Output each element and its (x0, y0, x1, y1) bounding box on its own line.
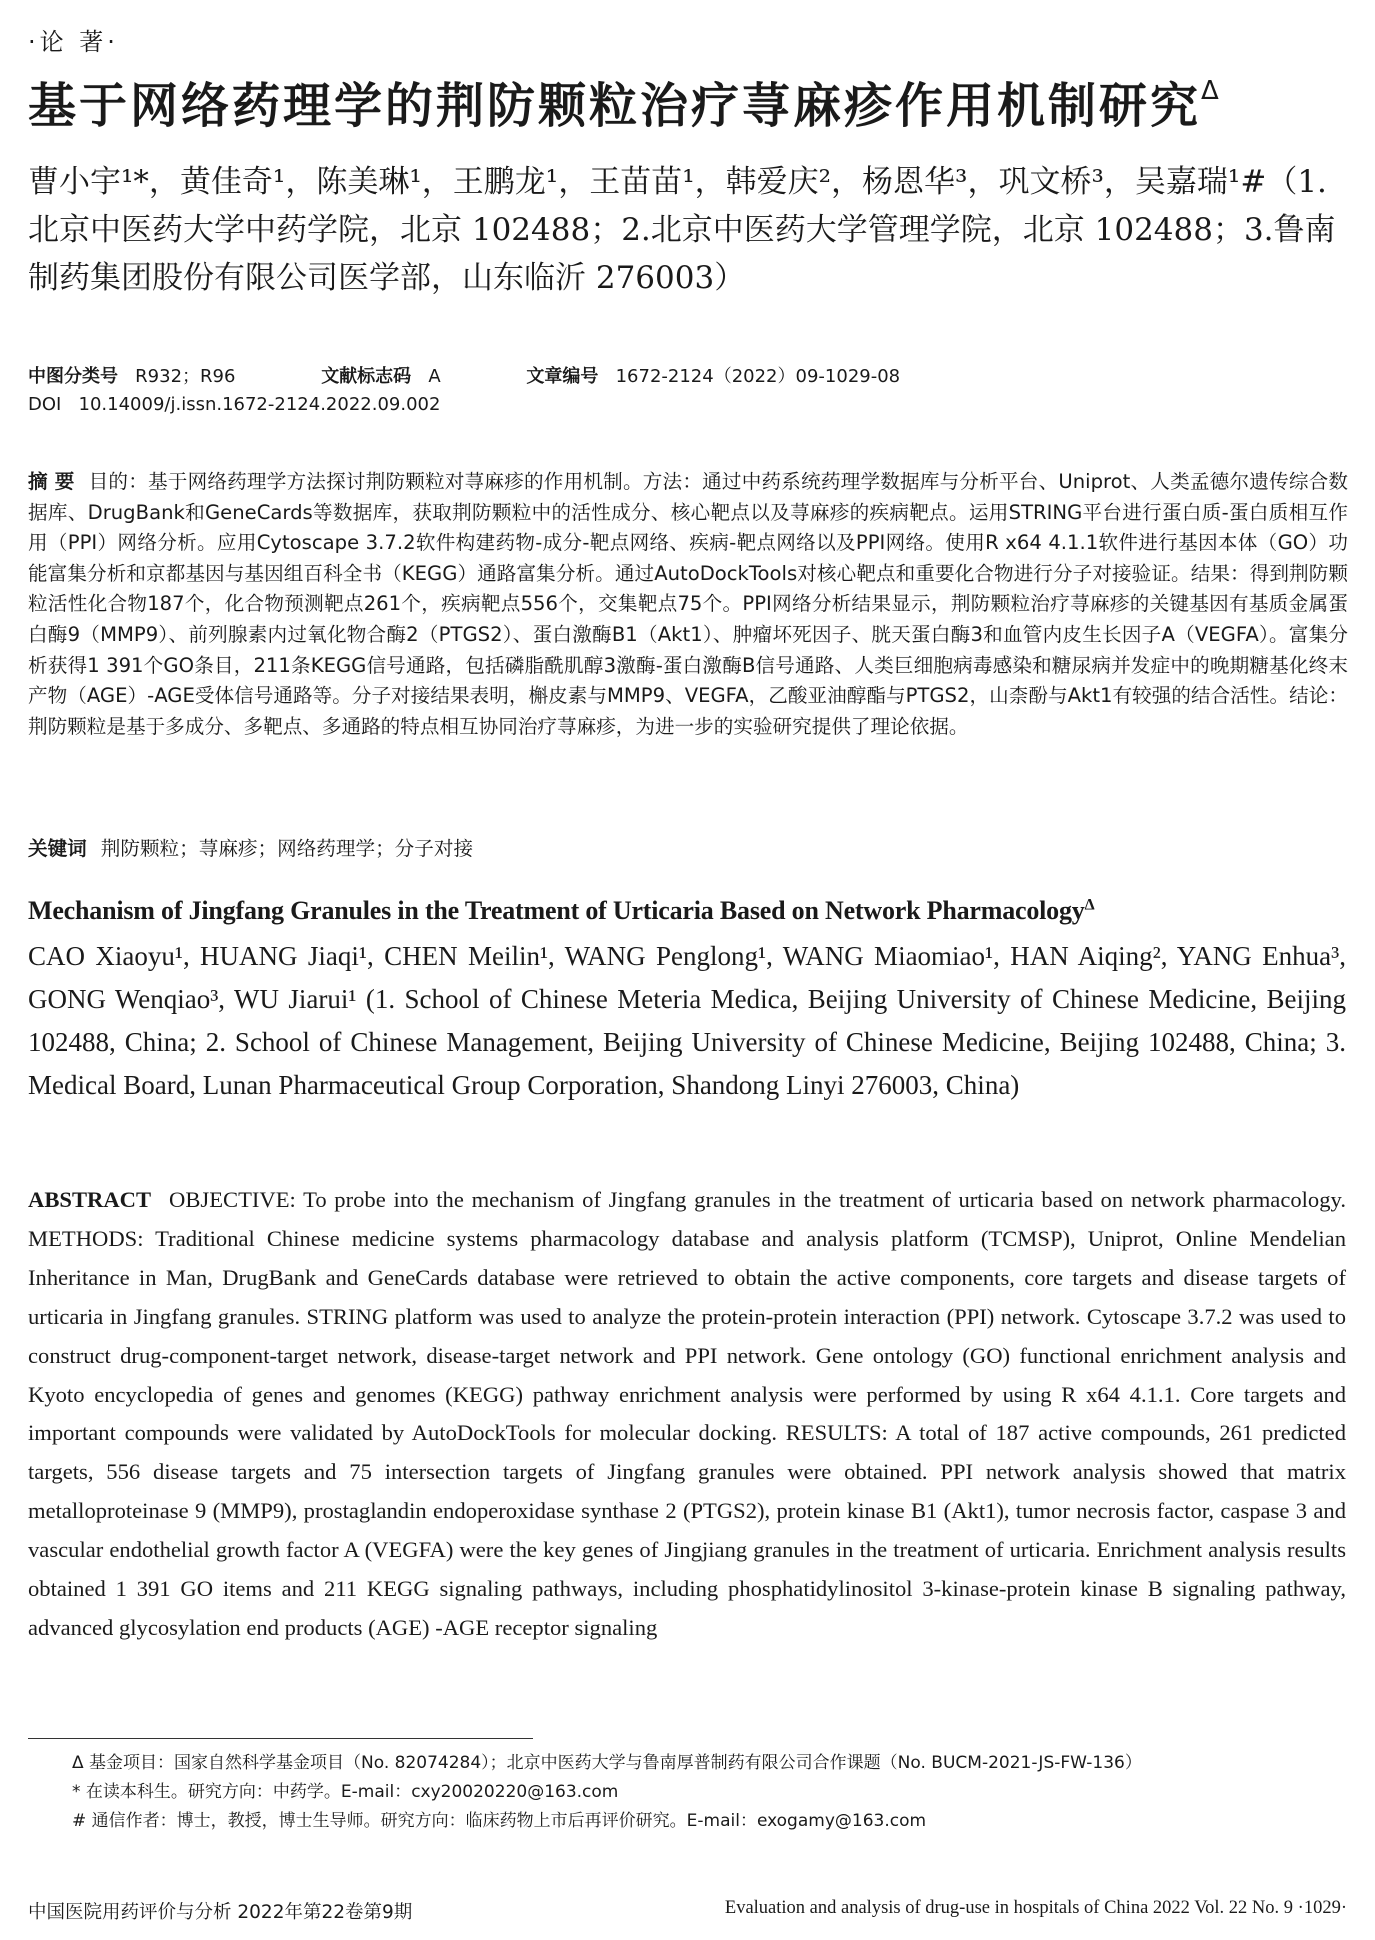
abstract-cn-text: 目的：基于网络药理学方法探讨荆防颗粒对荨麻疹的作用机制。方法：通过中药系统药理学数据库与分析平台、Uniprot、人类孟德尔遗传综合数据库、DrugBank和GeneCards等数据库，获取荆防颗粒中的活性成分、核心靶点以及荨麻疹的疾病靶点。运用STRING平台进行蛋白质-蛋白质相互作用（PPI）网络分析。应用Cytoscape 3.7.2软件构建药物-成分-靶点网络、疾病-靶点网络以及PPI网络。使用R x64 4.1.1软件进行基因本体（GO）功能富集分析和京都基因与基因组百科全书（KEGG）通路富集分析。通过AutoDockTools对核心靶点和重要化合物进行分子对接验证。结果：得到荆防颗粒活性化合物187个，化合物预测靶点261个，疾病靶点556个，交集靶点75个。PPI网络分析结果显示，荆防颗粒治疗荨麻疹的关键基因有基质金属蛋白酶9（MMP9）、前列腺素内过氧化物合酶2（PTGS2）、蛋白激酶B1（Akt1）、肿瘤坏死因子、胱天蛋白酶3和血管内皮生长因子A（VEGFA）。富集分析获得1 391个GO条目，211条KEGG信号通路，包括磷脂酰肌醇3激酶-蛋白激酶B信号通路、人类巨细胞病毒感染和糖尿病并发症中的晚期糖基化终末产物（AGE）-AGE受体信号通路等。分子对接结果表明，槲皮素与MMP9、VEGFA，乙酸亚油醇酯与PTGS2，山柰酚与Akt1有较强的结合活性。结论：荆防颗粒是基于多成分、多靶点、多通路的特点相互协同治疗荨麻疹，为进一步的实验研究提供了理论依据。 (28, 470, 1348, 738)
authors-en: CAO Xiaoyu¹, HUANG Jiaqi¹, CHEN Meilin¹, WANG Penglong¹, WANG Miaomiao¹, HAN Aiqing², YANG Enhua³, GONG Wenqiao³, WU Jiarui¹ (1. School of Chinese Meteria Medica, Beijing University of Chinese Medicine, Beijing 102488, China; 2. School of Chinese Management, Beijing University of Chinese Medicine, Beijing 102488, China; 3. Medical Board, Lunan Pharmaceutical Group Corporation, Shandong Linyi 276003, China) (28, 941, 1346, 1100)
title-en (28, 896, 1358, 926)
title-cn (28, 78, 1358, 136)
clc-value: R932；R96 (135, 366, 236, 387)
clc-label: 中图分类号 (28, 366, 118, 387)
footnote-divider (28, 1738, 533, 1739)
abstract-cn (28, 467, 1348, 742)
meta-classification-line (28, 362, 900, 388)
article-no-label: 文章编号 (526, 366, 599, 387)
doc-code-label: 文献标志码 (321, 366, 412, 387)
keywords-cn-text: 荆防颗粒；荨麻疹；网络药理学；分子对接 (100, 837, 474, 860)
keywords-cn (28, 832, 1348, 861)
abstract-en-label: ABSTRACT (28, 1187, 152, 1212)
doi-value: 10.14009/j.issn.1672-2124.2022.09.002 (78, 394, 441, 415)
abstract-cn-label: 摘 要 (28, 470, 75, 493)
footnote-first-author: * 在读本科生。研究方向：中药学。E-mail：cxy20020220@163.com (72, 1782, 619, 1802)
abstract-en (28, 1181, 1346, 1648)
page-footer-journal-en: Evaluation and analysis of drug-use in hospitals of China 2022 Vol. 22 No. 9 ·1029· (724, 1898, 1347, 1918)
section-tag: ·论 著· (28, 28, 119, 56)
doi-label: DOI (28, 394, 62, 415)
title-en-text: Mechanism of Jingfang Granules in the Treatment of Urticaria Based on Network Pharmacology (28, 896, 1085, 925)
footnote-corresponding-author: # 通信作者：博士，教授，博士生导师。研究方向：临床药物上市后再评价研究。E-mail：exogamy@163.com (72, 1811, 927, 1831)
title-cn-fund-mark: Δ (1201, 76, 1222, 106)
footnote-fund: Δ 基金项目：国家自然科学基金项目（No. 82074284）；北京中医药大学与鲁南厚普制药有限公司合作课题（No. BUCM-2021-JS-FW-136） (72, 1753, 1142, 1773)
authors-cn: 曹小宇¹*，黄佳奇¹，陈美琳¹，王鹏龙¹，王苗苗¹，韩爱庆²，杨恩华³，巩文桥³，吴嘉瑞¹#（1.北京中医药大学中药学院，北京 102488；2.北京中医药大学管理学院，北京 102488；3.鲁南制药集团股份有限公司医学部，山东临沂 276003） (28, 164, 1336, 296)
doc-code-value: A (428, 366, 441, 387)
keywords-cn-label: 关键词 (28, 837, 87, 860)
footnotes (72, 1749, 1352, 1836)
title-en-fund-mark: Δ (1084, 896, 1095, 914)
page-footer-journal-cn: 中国医院用药评价与分析 2022年第22卷第9期 (28, 1902, 413, 1923)
meta-doi-line (28, 394, 440, 415)
abstract-en-text: OBJECTIVE: To probe into the mechanism of Jingfang granules in the treatment of urticaria based on network pharmacology. METHODS: Traditional Chinese medicine systems pharmacology database and analysis platform (TCMSP), Uniprot, Online Mendelian Inheritance in Man, DrugBank and GeneCards database were retrieved to obtain the active components, core targets and disease targets of urticaria in Jingfang granules. STRING platform was used to analyze the protein-protein interaction (PPI) network. Cytoscape 3.7.2 was used to construct drug-component-target network, disease-target network and PPI network. Gene ontology (GO) functional enrichment analysis and Kyoto encyclopedia of genes and genomes (KEGG) pathway enrichment analysis were performed by using R x64 4.1.1. Core targets and important compounds were validated by AutoDockTools for molecular docking. RESULTS: A total of 187 active compounds, 261 predicted targets, 556 disease targets and 75 intersection targets of Jingfang granules were obtained. PPI network analysis showed that matrix metalloproteinase 9 (MMP9), prostaglandin endoperoxidase synthase 2 (PTGS2), protein kinase B1 (Akt1), tumor necrosis factor, caspase 3 and vascular endothelial growth factor A (VEGFA) were the key genes of Jingjiang granules in the treatment of urticaria. Enrichment analysis results obtained 1 391 GO items and 211 KEGG signaling pathways, including phosphatidylinositol 3-kinase-protein kinase B signaling pathway, advanced glycosylation end products (AGE) -AGE receptor signaling (28, 1187, 1346, 1640)
title-cn-text: 基于网络药理学的荆防颗粒治疗荨麻疹作用机制研究 (28, 78, 1202, 134)
article-no-value: 1672-2124（2022）09-1029-08 (615, 366, 901, 387)
